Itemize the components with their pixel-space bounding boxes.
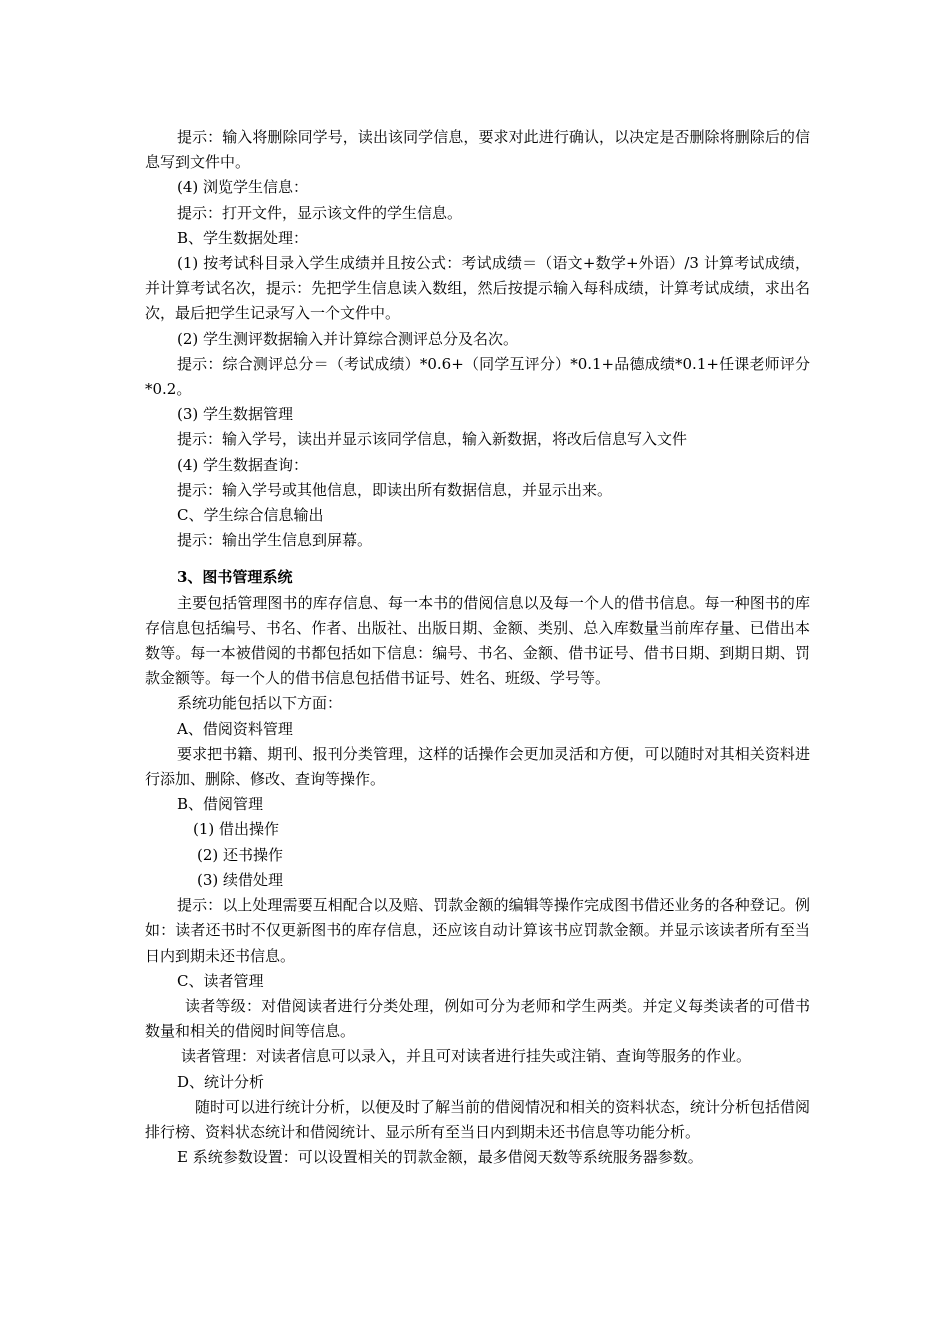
- data-query-item: (4) 学生数据查询：: [177, 455, 309, 474]
- data-query-hint: 提示：输入学号或其他信息，即读出所有数据信息，并显示出来。: [177, 480, 613, 499]
- statistics-title: D、统计分析: [177, 1072, 265, 1091]
- document-body: [145, 125, 810, 1170]
- borrow-material-text: 要求把书籍、期刊、报刊分类管理，这样的话操作会更加灵活和方便，可以随时对其相关资料进行添加、删除、修改、查询等操作。: [145, 744, 810, 789]
- reader-manage-text: 读者管理：对读者信息可以录入，并且可对读者进行挂失或注销、查询等服务的作业。: [181, 1047, 752, 1066]
- delete-hint: 提示：输入将删除同学号，读出该同学信息，要求对此进行确认，以决定是否删除将删除后的信息写到文件中。: [145, 128, 810, 172]
- renew-operation-item: (3) 续借处理: [197, 870, 284, 889]
- lend-operation-item: (1) 借出操作: [193, 820, 280, 839]
- data-management-hint: 提示：输入学号，读出并显示该同学信息，输入新数据，将改后信息写入文件: [177, 430, 688, 449]
- reader-management-title: C、读者管理: [177, 971, 264, 990]
- return-operation-item: (2) 还书操作: [197, 845, 284, 864]
- browse-hint: 提示：打开文件，显示该文件的学生信息。: [177, 203, 463, 222]
- evaluation-hint: 提示：综合测评总分＝（考试成绩）*0.6+（同学互评分）*0.1+品德成绩*0.1+任课老师评分*0.2。: [145, 354, 810, 399]
- library-intro: 主要包括管理图书的库存信息、每一本书的借阅信息以及每一个人的借书信息。每一种图书的库存信息包括编号、书名、作者、出版社、出版日期、金额、类别、总入库数量当前库存量、已借出本数等。每一本被借阅的书都包括如下信息：编号、书名、金额、借书证号、借书日期、到期日期、罚款金额等。每一个人的借书信息包括借书证号、姓名、班级、学号等。: [145, 593, 810, 688]
- score-entry-item: (1) 按考试科目录入学生成绩并且按公式：考试成绩＝（语文+数学+外语）/3 计算考试成绩，并计算考试名次，提示：先把学生信息读入数组，然后按提示输入每科成绩，计算考试成绩，求出名次，最后把学生记录写入一个文件中。: [145, 254, 810, 323]
- output-hint: 提示：输出学生信息到屏幕。: [177, 531, 373, 550]
- evaluation-item: (2) 学生测评数据输入并计算综合测评总分及名次。: [177, 329, 519, 348]
- data-management-item: (3) 学生数据管理: [177, 405, 294, 424]
- output-title: C、学生综合信息输出: [177, 506, 324, 525]
- reader-level-text: 读者等级：对借阅读者进行分类处理，例如可分为老师和学生两类。并定义每类读者的可借书数量和相关的借阅时间等信息。: [145, 996, 810, 1041]
- borrow-management-title: B、借阅管理: [177, 795, 264, 814]
- data-processing-title: B、学生数据处理：: [177, 228, 309, 247]
- system-parameters-text: E 系统参数设置：可以设置相关的罚款金额，最多借阅天数等系统服务器参数。: [177, 1148, 703, 1167]
- statistics-text: 随时可以进行统计分析，以便及时了解当前的借阅情况和相关的资料状态，统计分析包括借阅排行榜、资料状态统计和借阅统计、显示所有至当日内到期未还书信息等功能分析。: [145, 1097, 811, 1141]
- borrow-material-title: A、借阅资料管理: [177, 719, 293, 738]
- borrow-management-hint: 提示：以上处理需要互相配合以及赔、罚款金额的编辑等操作完成图书借还业务的各种登记。例如：读者还书时不仅更新图书的库存信息，还应该自动计算该书应罚款金额。并显示该读者所有至当日内到期未还书信息。: [145, 896, 810, 965]
- browse-title: (4) 浏览学生信息：: [177, 178, 309, 197]
- functions-intro: 系统功能包括以下方面：: [177, 694, 343, 713]
- library-section-heading: 3、图书管理系统: [177, 568, 293, 587]
